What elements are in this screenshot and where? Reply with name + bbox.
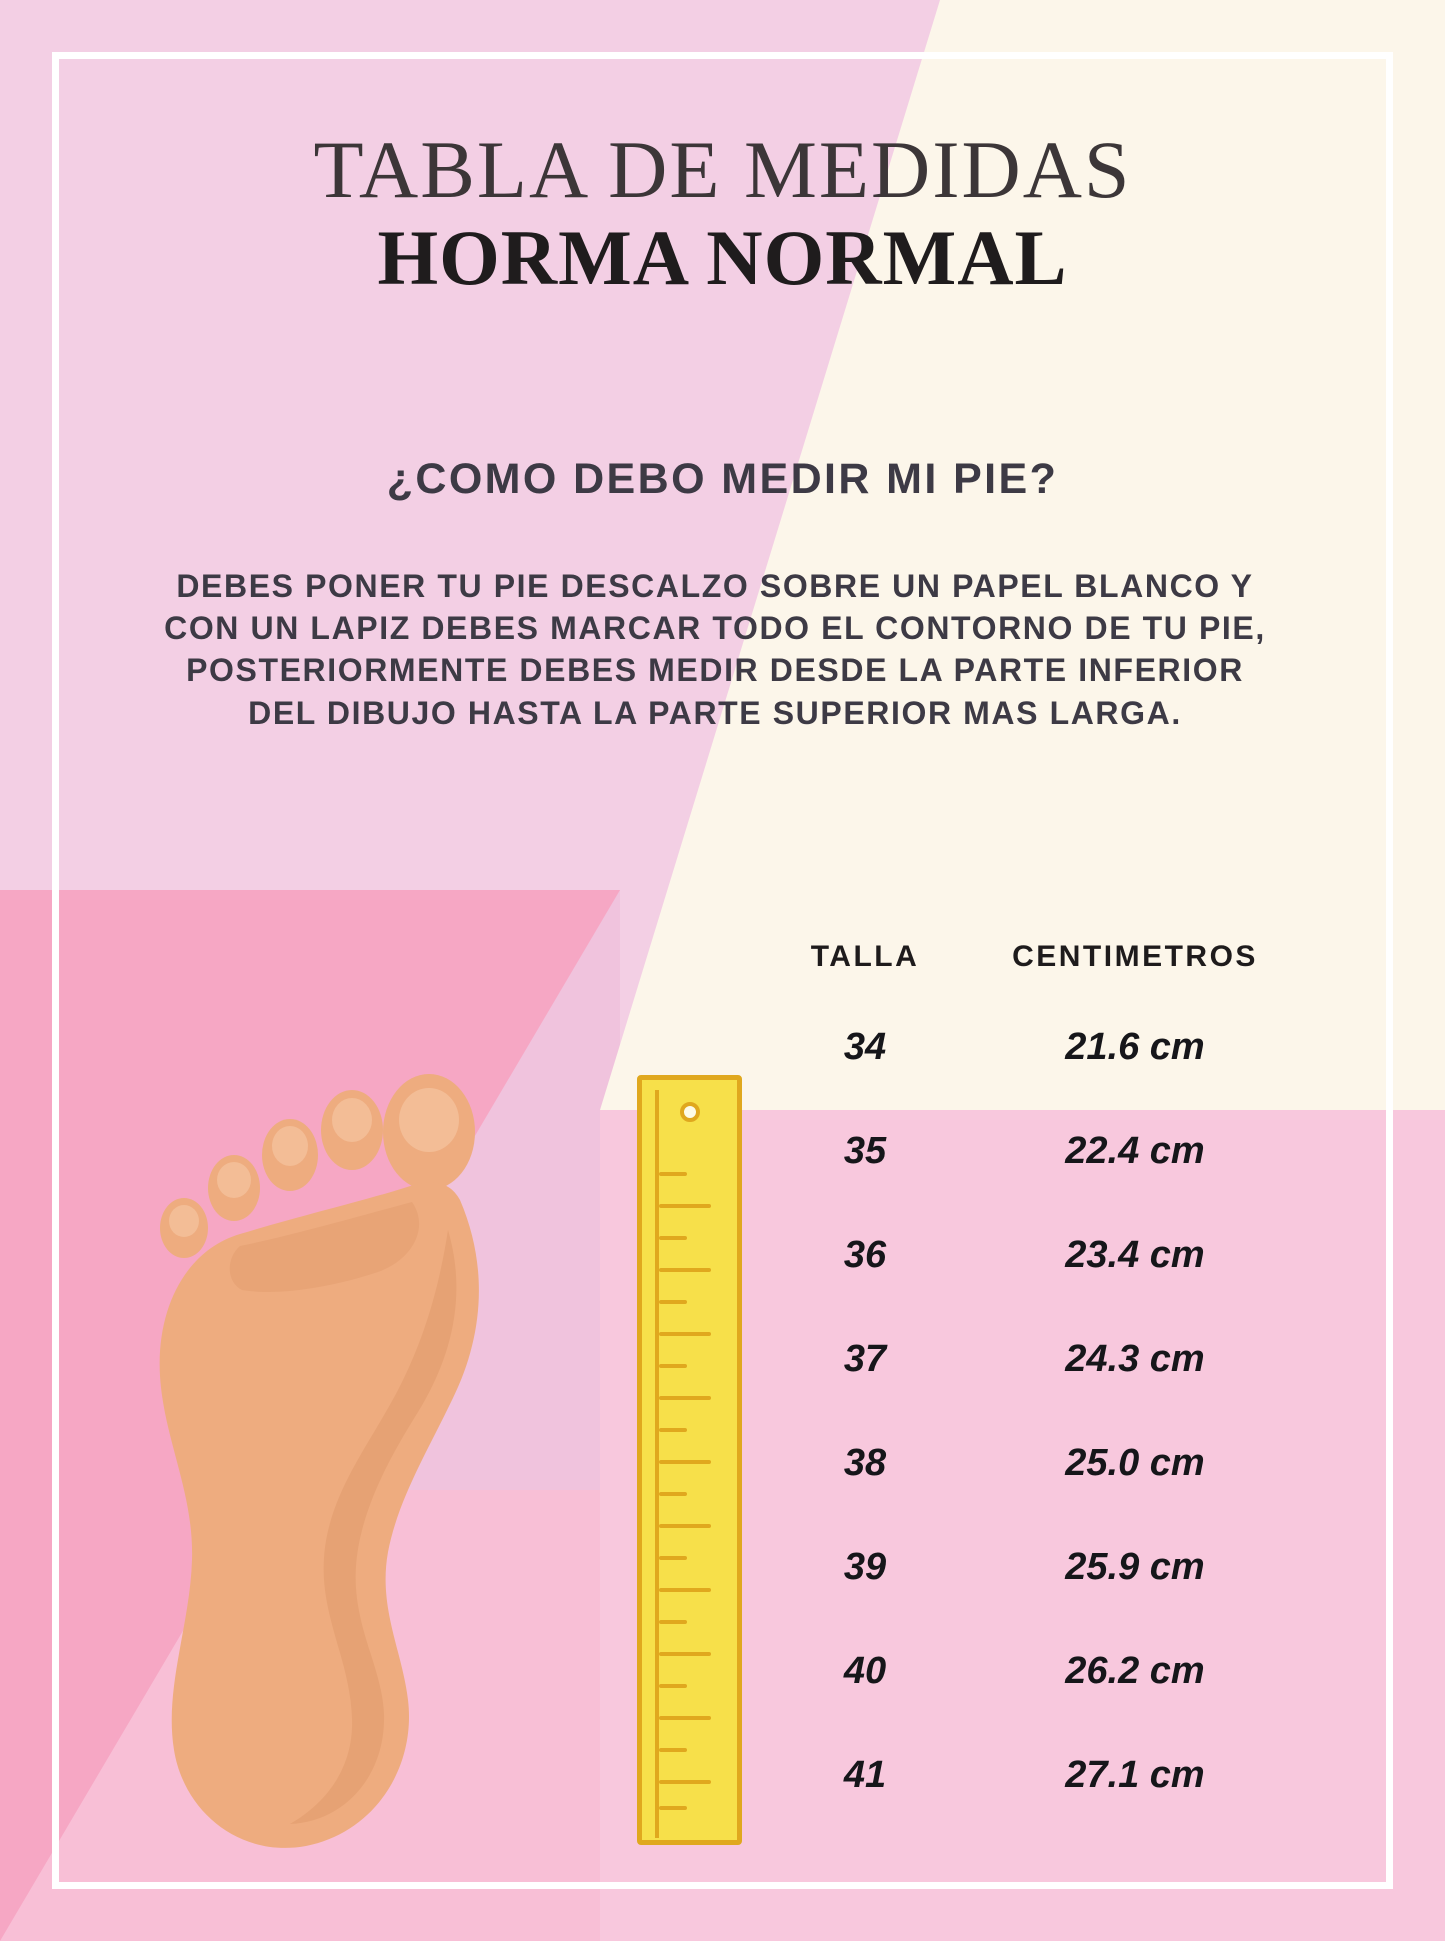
column-header-centimeters: CENTIMETROS: [1012, 940, 1258, 973]
table-row: [770, 1650, 1310, 1754]
table-row: [770, 1338, 1310, 1442]
cell-size: 34: [843, 1026, 887, 1068]
cell-size: 35: [843, 1130, 887, 1172]
cell-size: 38: [843, 1442, 887, 1484]
table-row: [770, 1442, 1310, 1546]
cell-size: 39: [843, 1546, 887, 1588]
size-table: [770, 940, 1310, 1858]
cell-size: 41: [843, 1754, 887, 1796]
table-row: [770, 1754, 1310, 1858]
table-row: [770, 1130, 1310, 1234]
cell-centimeters: 23.4 cm: [1065, 1234, 1205, 1276]
title-line-2: HORMA NORMAL: [377, 213, 1068, 301]
cell-centimeters: 25.0 cm: [1065, 1442, 1205, 1484]
cell-centimeters: 21.6 cm: [1065, 1026, 1205, 1068]
page-title: [0, 124, 1445, 304]
cell-centimeters: 27.1 cm: [1065, 1754, 1205, 1796]
cell-centimeters: 22.4 cm: [1065, 1130, 1205, 1172]
subtitle-question: ¿COMO DEBO MEDIR MI PIE?: [386, 455, 1059, 503]
table-row: [770, 1546, 1310, 1650]
ruler-scale-line: [655, 1090, 730, 1838]
cell-size: 36: [843, 1234, 887, 1276]
table-row: [770, 1234, 1310, 1338]
table-header-row: [770, 940, 1310, 974]
cell-centimeters: 24.3 cm: [1065, 1338, 1205, 1380]
cell-size: 37: [843, 1338, 887, 1380]
title-line-1: TABLA DE MEDIDAS: [313, 124, 1132, 215]
column-header-size: TALLA: [810, 940, 920, 973]
cell-centimeters: 25.9 cm: [1065, 1546, 1205, 1588]
instructions-paragraph: DEBES PONER TU PIE DESCALZO SOBRE UN PAPEL BLANCO Y CON UN LAPIZ DEBES MARCAR TODO EL CONTORNO DE TU PIE, POSTERIORMENTE DEBES MEDIR DESDE LA PARTE INFERIOR DEL DIBUJO HASTA LA PARTE SUPERIOR MAS LARGA.: [164, 568, 1266, 731]
cell-size: 40: [843, 1650, 887, 1692]
cell-centimeters: 26.2 cm: [1065, 1650, 1205, 1692]
ruler-icon: [637, 1075, 742, 1845]
foot-sole-icon: [130, 1060, 550, 1860]
table-row: [770, 1026, 1310, 1130]
